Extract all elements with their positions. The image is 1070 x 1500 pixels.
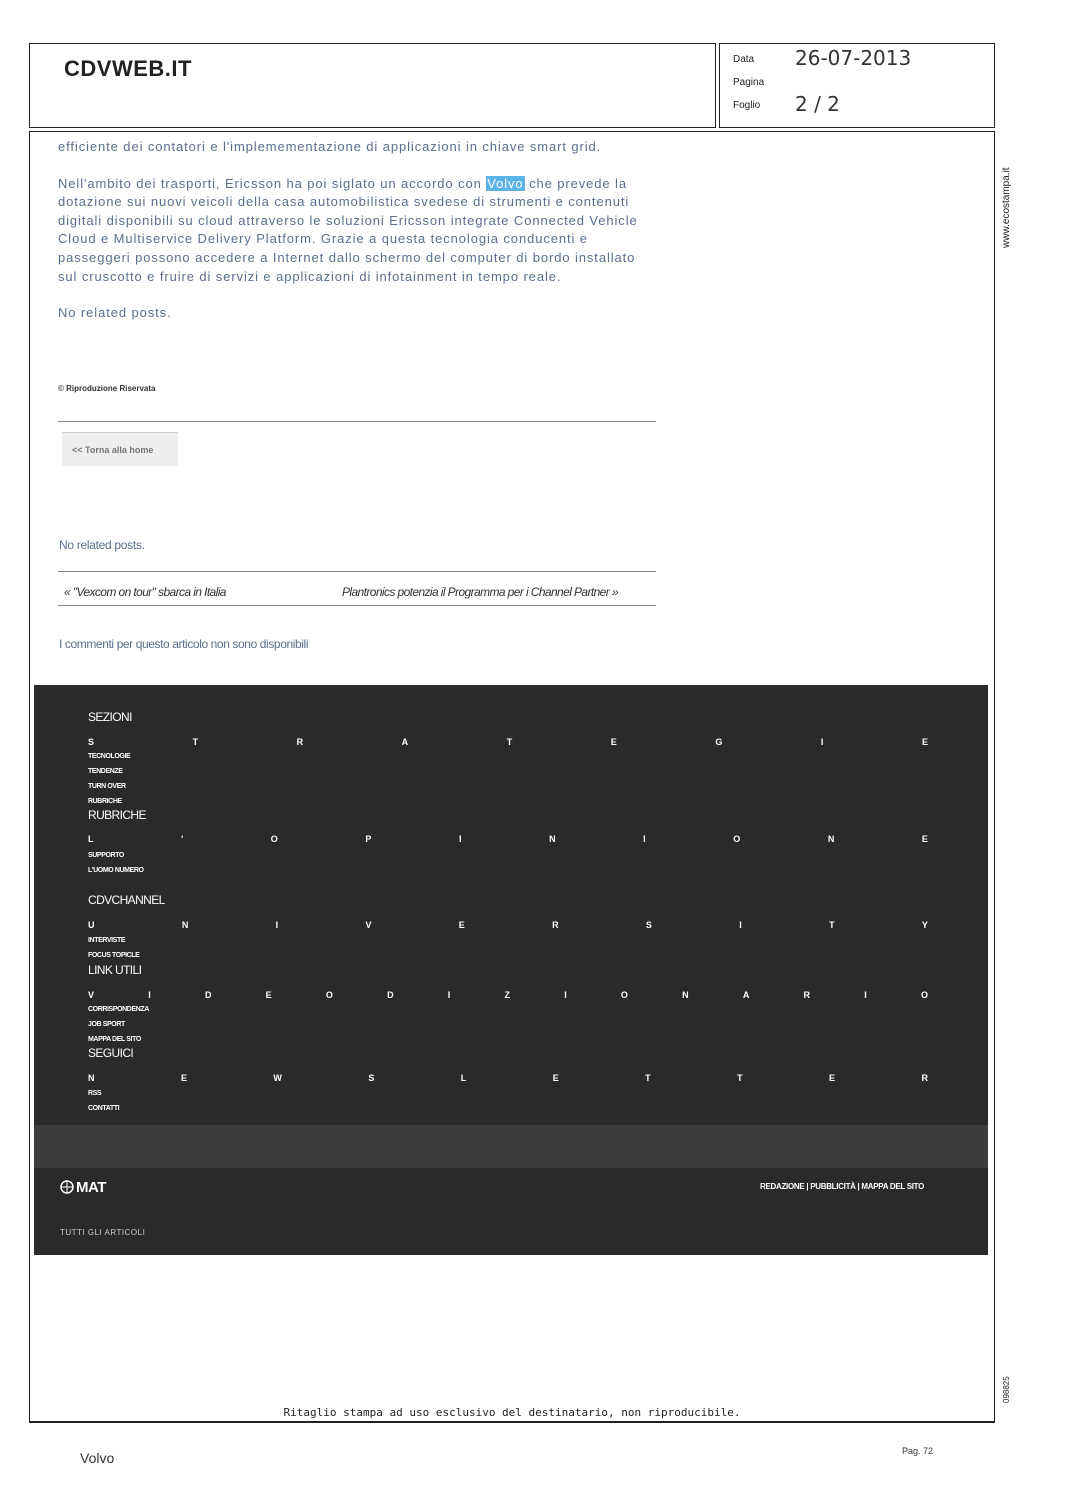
section-title-link-utili: LINK UTILI: [88, 963, 142, 977]
footer-menu-link[interactable]: RSS: [88, 1090, 102, 1097]
footer-menu-link[interactable]: RUBRICHE: [88, 798, 122, 805]
menu-letter: ': [181, 834, 184, 844]
section-title-cdvchannel: CDVCHANNEL: [88, 893, 165, 907]
footer-menu-link[interactable]: CONTATTI: [88, 1105, 120, 1112]
menu-letter: E: [921, 737, 928, 747]
page-label: Pagina: [733, 77, 765, 88]
menu-letter: I: [739, 920, 742, 930]
menu-letter: S: [368, 1073, 375, 1083]
paragraph-2-end: che prevede la dotazione sui nuovi veicoli della casa automobilistica svedese di strumenti e contenuti digitali disponibili su cloud attraverso le soluzioni Ericsson integrate Connected Vehicle Cloud e Multiservice Delivery Platform. Grazie a questa tecnologia conducenti e passeggeri possono accedere a Internet dallo schermo del computer di bordo installato sul cruscotto e fruire di servizi e applicazioni di infotainment in tempo reale.: [58, 175, 638, 284]
university-menu[interactable]: [88, 920, 928, 930]
next-post-link[interactable]: Plantronics potenzia il Programma per i Channel Partner »: [342, 585, 618, 599]
menu-letter: T: [506, 737, 513, 747]
highlighted-keyword: Volvo: [487, 175, 524, 191]
footer-menu-link[interactable]: TENDENZE: [88, 768, 123, 775]
sheet-value: 2 / 2: [795, 92, 840, 116]
date-value: 26-07-2013: [795, 46, 912, 70]
menu-letter: R: [552, 920, 559, 930]
menu-letter: V: [365, 920, 372, 930]
footer-links[interactable]: REDAZIONE | PUBBLICITÀ | MAPPA DEL SITO: [760, 1182, 925, 1191]
divider: [58, 605, 656, 606]
menu-letter: E: [180, 1073, 187, 1083]
newsletter-menu[interactable]: [88, 1073, 928, 1083]
menu-letter: I: [275, 920, 279, 930]
menu-letter: T: [737, 1073, 743, 1083]
sezioni-list[interactable]: [88, 749, 130, 809]
article-paragraph-1: efficiente dei contatori e l'implemementazione di applicazioni in chiave smart grid.: [58, 139, 602, 154]
footer-menu-link[interactable]: TURN OVER: [88, 783, 126, 790]
footer-menu-link[interactable]: FOCUS TOPICLE: [88, 952, 140, 959]
menu-letter: I: [820, 737, 824, 747]
bottom-rule: [29, 1421, 995, 1423]
section-title-rubriche: RUBRICHE: [88, 808, 146, 822]
footer-menu-link[interactable]: CORRISPONDENZA: [88, 1006, 149, 1013]
menu-letter: N: [181, 920, 189, 930]
article-paragraph-2: [58, 175, 658, 287]
menu-letter: V: [88, 990, 95, 1000]
menu-letter: S: [88, 737, 95, 747]
menu-letter: Z: [504, 990, 510, 1000]
menu-letter: I: [447, 990, 451, 1000]
dizionario-menu[interactable]: [88, 990, 928, 1000]
menu-letter: R: [803, 990, 811, 1000]
side-code-text: 098825: [1002, 1376, 1011, 1403]
article-body: [58, 138, 658, 341]
paragraph-2-start: Nell'ambito dei trasporti, Ericsson ha poi siglato un accordo con: [58, 175, 482, 191]
menu-letter: E: [552, 1073, 559, 1083]
section-title-sezioni: SEZIONI: [88, 710, 132, 724]
comments-notice: I commenti per questo articolo non sono disponibili: [59, 637, 309, 651]
opinione-menu[interactable]: [88, 834, 928, 844]
date-label: Data: [733, 54, 755, 65]
strategie-menu[interactable]: [88, 737, 928, 747]
footer-logo-text: MAT: [76, 1179, 106, 1196]
menu-letter: L: [88, 834, 94, 844]
menu-letter: G: [715, 737, 723, 747]
section-title-seguici: SEGUICI: [88, 1046, 134, 1060]
menu-letter: E: [265, 990, 272, 1000]
menu-letter: R: [921, 1073, 928, 1083]
footer-menu-link[interactable]: TECNOLOGIE: [88, 753, 131, 760]
menu-letter: D: [204, 990, 212, 1000]
footer-band: [34, 1125, 988, 1168]
menu-letter: Y: [921, 920, 928, 930]
menu-letter: O: [325, 990, 333, 1000]
site-footer: [34, 685, 988, 1125]
divider: [58, 571, 656, 572]
menu-letter: N: [549, 834, 556, 844]
no-related-posts: No related posts.: [58, 305, 172, 321]
menu-letter: E: [829, 1073, 836, 1083]
sheet-label: Foglio: [733, 100, 761, 111]
menu-letter: N: [827, 834, 835, 844]
menu-letter: E: [610, 737, 617, 747]
no-related-posts-2: No related posts.: [59, 538, 145, 552]
menu-letter: P: [365, 834, 372, 844]
menu-letter: U: [88, 920, 95, 930]
menu-letter: I: [458, 834, 462, 844]
link-utili-list[interactable]: [88, 1002, 149, 1047]
menu-letter: E: [458, 920, 465, 930]
cdvchannel-list[interactable]: [88, 933, 139, 963]
menu-letter: N: [682, 990, 689, 1000]
menu-letter: R: [296, 737, 304, 747]
all-articles-link[interactable]: TUTTI GLI ARTICOLI: [60, 1228, 146, 1237]
menu-letter: L: [460, 1073, 467, 1083]
copyright-note: © Riproduzione Riservata: [58, 384, 156, 393]
menu-letter: N: [88, 1073, 95, 1083]
globe-icon: [60, 1180, 74, 1194]
menu-letter: T: [829, 920, 835, 930]
page-number: Pag. 72: [902, 1446, 934, 1456]
footer-menu-link[interactable]: SUPPORTO: [88, 852, 124, 859]
menu-letter: T: [645, 1073, 651, 1083]
menu-letter: O: [920, 990, 928, 1000]
back-home-button[interactable]: << Torna alla home: [62, 432, 178, 466]
menu-letter: O: [620, 990, 628, 1000]
menu-letter: A: [742, 990, 750, 1000]
menu-letter: O: [733, 834, 741, 844]
footer-menu-link[interactable]: L'UOMO NUMERO: [88, 867, 144, 874]
menu-letter: I: [148, 990, 151, 1000]
menu-letter: A: [401, 737, 409, 747]
side-site-label: [995, 150, 1015, 250]
menu-letter: D: [387, 990, 394, 1000]
menu-letter: I: [564, 990, 567, 1000]
footer-menu-link[interactable]: JOB SPORT: [88, 1021, 125, 1028]
menu-letter: I: [864, 990, 867, 1000]
menu-letter: S: [645, 920, 652, 930]
side-site-text: www.ecostampa.it: [1001, 167, 1012, 248]
menu-letter: W: [273, 1073, 282, 1083]
previous-post-link[interactable]: « "Vexcom on tour" sbarca in Italia: [64, 585, 226, 599]
site-name: CDVWEB.IT: [64, 56, 192, 81]
footer-menu-link[interactable]: MAPPA DEL SITO: [88, 1036, 141, 1043]
side-code-label: [995, 1365, 1015, 1405]
footer-menu-link[interactable]: INTERVISTE: [88, 937, 126, 944]
disclaimer: Ritaglio stampa ad uso esclusivo del destinatario, non riproducibile.: [283, 1406, 741, 1419]
menu-letter: T: [192, 737, 199, 747]
divider: [58, 421, 656, 422]
rubriche-list[interactable]: [88, 848, 144, 878]
footer-logo[interactable]: [60, 1179, 106, 1196]
menu-letter: O: [270, 834, 278, 844]
seguici-list[interactable]: [88, 1086, 119, 1116]
menu-letter: I: [643, 834, 646, 844]
menu-letter: E: [921, 834, 928, 844]
brand-footer: Volvo: [80, 1450, 115, 1466]
